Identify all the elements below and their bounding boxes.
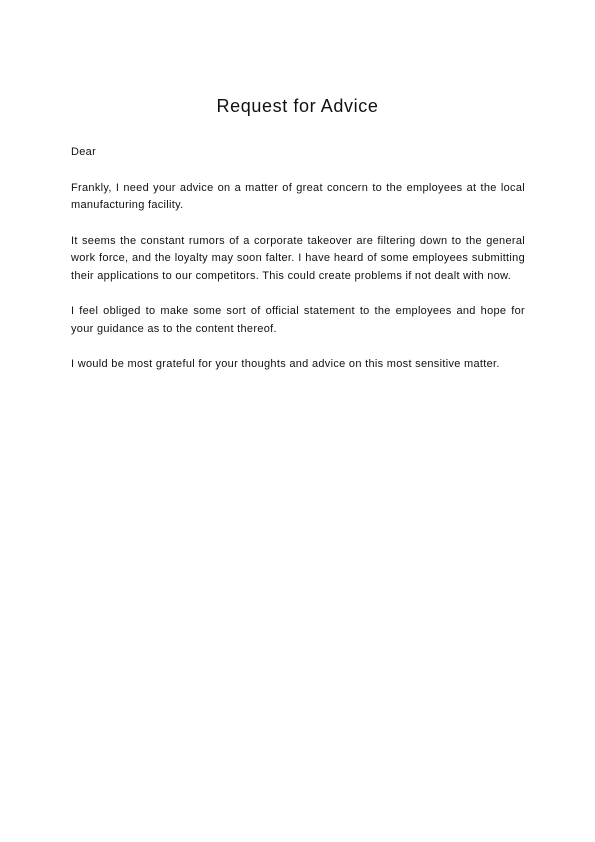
paragraph-2: It seems the constant rumors of a corporate takeover are filtering down to the general work force, and the loyalty may soon falter. I have heard of some employees submitting their applications to our competitors. This could create problems if not dealt with now. (71, 234, 525, 282)
salutation: Dear (71, 146, 97, 158)
paragraph-4: I would be most grateful for your thoughts and advice on this most sensitive matter. (71, 358, 500, 370)
paragraph-1: Frankly, I need your advice on a matter of great concern to the employees at the local manufacturing facility. (71, 181, 525, 211)
document-title: Request for Advice (216, 96, 379, 116)
paragraph-3: I feel obliged to make some sort of official statement to the employees and hope for your guidance as to the content thereof. (71, 305, 525, 335)
letter-body (71, 144, 525, 392)
